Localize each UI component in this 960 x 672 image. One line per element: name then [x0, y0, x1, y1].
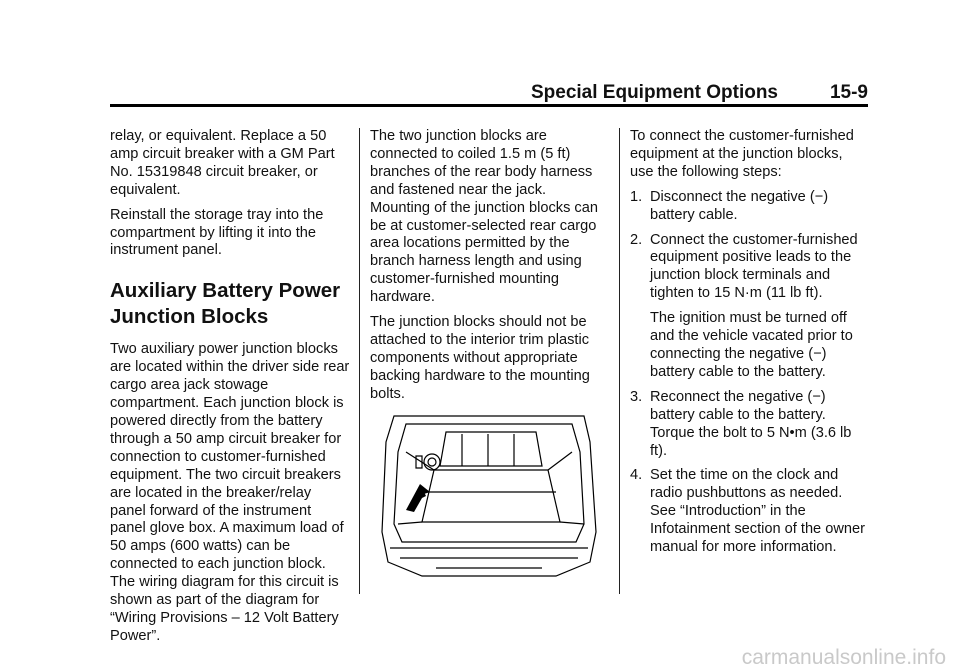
- header-rule: [110, 104, 868, 107]
- column-middle: [370, 128, 610, 411]
- list-item: [630, 389, 868, 461]
- paragraph: relay, or equivalent. Replace a 50 amp circuit breaker with a GM Part No. 15319848 circuit breaker, or equivalent.: [110, 128, 335, 198]
- paragraph: The junction blocks should not be attached to the interior trim plastic components without appropriate backing hardware to the mounting bolts.: [370, 314, 590, 402]
- step-text: Disconnect the negative (−) battery cable.: [650, 188, 829, 223]
- watermark: carmanualsonline.info: [741, 646, 946, 669]
- list-item: [630, 467, 868, 557]
- page-header: [110, 78, 868, 102]
- section-title: Special Equipment Options: [530, 82, 778, 103]
- cargo-area-illustration: [376, 412, 602, 588]
- column-divider: [619, 128, 620, 594]
- paragraph: Reinstall the storage tray into the compartment by lifting it into the instrument panel.: [110, 206, 324, 259]
- step-number: 1.: [630, 188, 643, 205]
- steps-list: [630, 189, 868, 557]
- paragraph: The two junction blocks are connected to coiled 1.5 m (5 ft) branches of the rear body harness and fastened near the jack. Mounting of the junction blocks can be at customer-selected rear cargo area locations permitted by the branch harness length and using customer-furnished mounting hardware.: [370, 128, 598, 306]
- column-right: [630, 128, 868, 564]
- step-number: 3.: [630, 388, 643, 405]
- column-divider: [359, 128, 360, 594]
- arrow-icon: [406, 484, 430, 512]
- page-number: 15-9: [829, 82, 868, 103]
- list-item: [630, 232, 868, 382]
- section-heading: Auxiliary Battery Power Junction Blocks: [110, 279, 341, 329]
- step-note: The ignition must be turned off and the vehicle vacated prior to connecting the negative (−) battery cable to the battery.: [650, 310, 853, 380]
- step-number: 4.: [630, 467, 643, 484]
- step-text: Set the time on the clock and radio pushbuttons as needed. See “Introduction” in the Infotainment section of the owner manual for more information.: [650, 467, 865, 556]
- step-text: Reconnect the negative (−) battery cable to the battery. Torque the bolt to 5 N•m (3.6 lb ft).: [650, 388, 852, 459]
- step-number: 2.: [630, 231, 643, 248]
- step-text: Connect the customer-furnished equipment positive leads to the junction block terminals and tighten to 15 N·m (11 lb ft).: [650, 231, 858, 302]
- list-item: [630, 189, 868, 225]
- paragraph: To connect the customer-furnished equipment at the junction blocks, use the following steps:: [630, 128, 854, 180]
- paragraph: Two auxiliary power junction blocks are located within the driver side rear cargo area jack stowage compartment. Each junction block is powered directly from the battery through a 50 amp circuit breaker for connection to customer-furnished equipment. The two circuit breakers are located in the breaker/relay panel forward of the instrument panel glove box. A maximum load of 50 amps (600 watts) can be connected to each junction block. The wiring diagram for this circuit is shown as part of the diagram for “Wiring Provisions – 12 Volt Battery Power”.: [110, 341, 350, 644]
- column-left: [110, 128, 350, 653]
